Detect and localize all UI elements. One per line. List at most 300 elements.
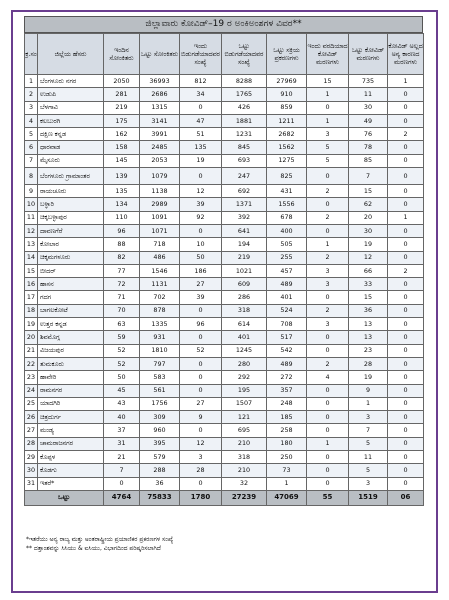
cell-non-covid-deaths: 0 — [388, 464, 424, 477]
cell-today-discharged: 51 — [180, 128, 222, 141]
cell-serial: 22 — [25, 357, 38, 370]
cell-non-covid-deaths: 0 — [388, 318, 424, 331]
cell-total-deaths: 13 — [349, 318, 388, 331]
cell-active-cases: 517 — [267, 331, 307, 344]
cell-today-discharged: 9 — [180, 411, 222, 424]
table-row — [25, 437, 424, 450]
cell-today-infected: 134 — [104, 198, 140, 211]
cell-total-infected: 797 — [140, 357, 180, 370]
cell-serial: 1 — [25, 75, 38, 88]
cell-non-covid-deaths: 0 — [388, 278, 424, 291]
cell-today-discharged: 0 — [180, 384, 222, 397]
cell-today-deaths: 0 — [307, 344, 349, 357]
table-row — [25, 357, 424, 370]
header-row — [25, 34, 424, 75]
table-row — [25, 154, 424, 167]
cell-total-deaths: 5 — [349, 464, 388, 477]
cell-serial: 28 — [25, 437, 38, 450]
cell-total-infected: 878 — [140, 304, 180, 317]
cell-today-infected: 145 — [104, 154, 140, 167]
cell-non-covid-deaths: 0 — [388, 114, 424, 127]
cell-today-infected: 281 — [104, 88, 140, 101]
cell-today-discharged: 3 — [180, 451, 222, 464]
cell-non-covid-deaths: 0 — [388, 154, 424, 167]
cell-total-infected: 1546 — [140, 264, 180, 277]
cell-today-discharged: 28 — [180, 464, 222, 477]
cell-today-deaths: 2 — [307, 251, 349, 264]
table-row — [25, 198, 424, 211]
cell-total-infected: 561 — [140, 384, 180, 397]
total-total-deaths: 1519 — [349, 490, 388, 505]
cell-non-covid-deaths: 0 — [388, 451, 424, 464]
table-row — [25, 371, 424, 384]
cell-active-cases: 1562 — [267, 141, 307, 154]
table-row — [25, 75, 424, 88]
cell-total-discharged: 641 — [222, 224, 267, 237]
cell-today-deaths: 0 — [307, 198, 349, 211]
total-label: ಒಟ್ಟು — [25, 490, 104, 505]
cell-active-cases: 1211 — [267, 114, 307, 127]
cell-total-deaths: 30 — [349, 224, 388, 237]
table-row — [25, 224, 424, 237]
cell-total-infected: 3991 — [140, 128, 180, 141]
cell-today-deaths: 0 — [307, 291, 349, 304]
cell-total-deaths: 28 — [349, 357, 388, 370]
cell-serial: 17 — [25, 291, 38, 304]
cell-active-cases: 542 — [267, 344, 307, 357]
cell-total-deaths: 13 — [349, 331, 388, 344]
cell-serial: 11 — [25, 211, 38, 224]
col-header-total-discharged: ಒಟ್ಟು ಬಿಡುಗಡೆಯಾದವರ ಸಂಖ್ಯೆ — [222, 34, 267, 75]
cell-today-infected: 72 — [104, 278, 140, 291]
cell-total-discharged: 121 — [222, 411, 267, 424]
cell-non-covid-deaths: 0 — [388, 198, 424, 211]
cell-district: ಮೈಸೂರು — [38, 154, 104, 167]
table-row — [25, 128, 424, 141]
covid-stats-table — [24, 33, 424, 506]
table-row — [25, 411, 424, 424]
cell-total-infected: 36 — [140, 477, 180, 490]
cell-active-cases: 431 — [267, 185, 307, 198]
cell-total-deaths: 5 — [349, 437, 388, 450]
cell-total-discharged: 318 — [222, 451, 267, 464]
cell-serial: 7 — [25, 154, 38, 167]
cell-district: ಇತರೆ* — [38, 477, 104, 490]
cell-active-cases: 272 — [267, 371, 307, 384]
cell-total-infected: 486 — [140, 251, 180, 264]
cell-today-infected: 21 — [104, 451, 140, 464]
cell-district: ಬೀದರ್ — [38, 264, 104, 277]
total-today-discharged: 1780 — [180, 490, 222, 505]
cell-today-deaths: 0 — [307, 411, 349, 424]
cell-total-infected: 2485 — [140, 141, 180, 154]
cell-serial: 9 — [25, 185, 38, 198]
cell-non-covid-deaths: 0 — [388, 251, 424, 264]
cell-active-cases: 357 — [267, 384, 307, 397]
cell-serial: 30 — [25, 464, 38, 477]
col-header-non-covid-deaths: ಕೋವಿಡ್ ಅಲ್ಲದ ಅನ್ಯ ಕಾರಣದ ಮರಣಗಳು — [388, 34, 424, 75]
cell-total-discharged: 692 — [222, 185, 267, 198]
cell-total-discharged: 1231 — [222, 128, 267, 141]
total-non-covid-deaths: 06 — [388, 490, 424, 505]
col-header-district: ಜಿಲ್ಲೆಯ ಹೆಸರು — [38, 34, 104, 75]
cell-total-discharged: 426 — [222, 101, 267, 114]
footnotes — [26, 535, 421, 553]
footnote-others: *ಇತರೆಯು ಅನ್ಯ ರಾಜ್ಯ ಮತ್ತು ಅಂತರಾಷ್ಟ್ರೀಯ ಪ್ರಯಾಣಿಕರ ಪ್ರಕರಣಗಳ ಸಂಖ್ಯೆ — [26, 536, 174, 543]
cell-active-cases: 524 — [267, 304, 307, 317]
cell-today-deaths: 5 — [307, 141, 349, 154]
cell-serial: 26 — [25, 411, 38, 424]
cell-serial: 20 — [25, 331, 38, 344]
cell-total-deaths: 19 — [349, 371, 388, 384]
cell-today-discharged: 0 — [180, 331, 222, 344]
cell-active-cases: 1 — [267, 477, 307, 490]
cell-total-discharged: 280 — [222, 357, 267, 370]
cell-non-covid-deaths: 0 — [388, 384, 424, 397]
cell-total-deaths: 33 — [349, 278, 388, 291]
cell-total-deaths: 36 — [349, 304, 388, 317]
cell-total-infected: 395 — [140, 437, 180, 450]
table-row — [25, 384, 424, 397]
cell-district: ಚಿತ್ರದುರ್ಗ — [38, 411, 104, 424]
cell-today-deaths: 0 — [307, 384, 349, 397]
cell-today-discharged: 0 — [180, 371, 222, 384]
table-row — [25, 344, 424, 357]
cell-today-infected: 37 — [104, 424, 140, 437]
cell-total-discharged: 693 — [222, 154, 267, 167]
cell-serial: 10 — [25, 198, 38, 211]
cell-non-covid-deaths: 0 — [388, 424, 424, 437]
cell-today-discharged: 0 — [180, 304, 222, 317]
cell-today-deaths: 15 — [307, 75, 349, 88]
cell-non-covid-deaths: 0 — [388, 397, 424, 410]
table-row — [25, 211, 424, 224]
cell-today-deaths: 4 — [307, 371, 349, 384]
cell-active-cases: 457 — [267, 264, 307, 277]
cell-today-discharged: 812 — [180, 75, 222, 88]
total-total-infected: 75833 — [140, 490, 180, 505]
table-row — [25, 238, 424, 251]
cell-non-covid-deaths: 1 — [388, 211, 424, 224]
col-header-serial: ಕ್ರ.ಸಂ — [25, 34, 38, 75]
cell-total-infected: 3141 — [140, 114, 180, 127]
cell-today-infected: 139 — [104, 168, 140, 185]
cell-today-deaths: 3 — [307, 128, 349, 141]
cell-today-deaths: 0 — [307, 224, 349, 237]
cell-non-covid-deaths: 0 — [388, 224, 424, 237]
cell-total-discharged: 247 — [222, 168, 267, 185]
cell-serial: 16 — [25, 278, 38, 291]
col-header-total-deaths: ಒಟ್ಟು ಕೋವಿಡ್ ಮರಣಗಳು — [349, 34, 388, 75]
cell-today-discharged: 0 — [180, 424, 222, 437]
cell-serial: 8 — [25, 168, 38, 185]
cell-today-discharged: 19 — [180, 154, 222, 167]
cell-district: ಚಿಕ್ಕಮಗಳೂರು — [38, 251, 104, 264]
cell-today-infected: 110 — [104, 211, 140, 224]
cell-serial: 3 — [25, 101, 38, 114]
cell-today-discharged: 39 — [180, 198, 222, 211]
col-header-active-cases: ಒಟ್ಟು ಸಕ್ರಿಯ ಪ್ರಕರಣಗಳು — [267, 34, 307, 75]
cell-total-discharged: 8288 — [222, 75, 267, 88]
cell-total-deaths: 62 — [349, 198, 388, 211]
cell-serial: 5 — [25, 128, 38, 141]
cell-total-infected: 1810 — [140, 344, 180, 357]
cell-district: ಧಾರವಾಡ — [38, 141, 104, 154]
cell-non-covid-deaths: 0 — [388, 304, 424, 317]
cell-district: ಬಳ್ಳಾರಿ — [38, 198, 104, 211]
cell-district: ರಾಮನಗರ — [38, 384, 104, 397]
table-row — [25, 477, 424, 490]
cell-district: ಕೊಪ್ಪಳ — [38, 451, 104, 464]
cell-serial: 19 — [25, 318, 38, 331]
cell-total-infected: 1071 — [140, 224, 180, 237]
table-row — [25, 331, 424, 344]
cell-today-discharged: 135 — [180, 141, 222, 154]
col-header-total-infected: ಒಟ್ಟು ಸೋಂಕಿತರು — [140, 34, 180, 75]
cell-total-infected: 1138 — [140, 185, 180, 198]
cell-total-deaths: 11 — [349, 451, 388, 464]
cell-today-discharged: 47 — [180, 114, 222, 127]
cell-today-deaths: 2 — [307, 357, 349, 370]
total-today-infected: 4764 — [104, 490, 140, 505]
cell-today-infected: 7 — [104, 464, 140, 477]
cell-district: ಬೆಂಗಳೂರು ಗ್ರಾಮಾಂತರ — [38, 168, 104, 185]
cell-total-infected: 309 — [140, 411, 180, 424]
cell-serial: 29 — [25, 451, 38, 464]
cell-serial: 31 — [25, 477, 38, 490]
cell-today-infected: 219 — [104, 101, 140, 114]
cell-total-discharged: 219 — [222, 251, 267, 264]
cell-today-deaths: 3 — [307, 318, 349, 331]
cell-serial: 24 — [25, 384, 38, 397]
cell-total-deaths: 19 — [349, 238, 388, 251]
cell-total-discharged: 194 — [222, 238, 267, 251]
cell-active-cases: 400 — [267, 224, 307, 237]
cell-today-infected: 2050 — [104, 75, 140, 88]
cell-today-infected: 40 — [104, 411, 140, 424]
cell-today-discharged: 92 — [180, 211, 222, 224]
cell-district: ವಿಜಯಪುರ — [38, 344, 104, 357]
cell-total-infected: 1756 — [140, 397, 180, 410]
cell-non-covid-deaths: 0 — [388, 344, 424, 357]
cell-today-deaths: 0 — [307, 464, 349, 477]
cell-active-cases: 708 — [267, 318, 307, 331]
cell-serial: 25 — [25, 397, 38, 410]
cell-district: ದಕ್ಷಿಣ ಕನ್ನಡ — [38, 128, 104, 141]
total-today-deaths: 55 — [307, 490, 349, 505]
table-row — [25, 168, 424, 185]
cell-serial: 21 — [25, 344, 38, 357]
col-header-today-deaths: ಇಂದು ವರದಿಯಾದ ಕೋವಿಡ್ ಮರಣಗಳು — [307, 34, 349, 75]
cell-total-discharged: 695 — [222, 424, 267, 437]
cell-today-deaths: 0 — [307, 168, 349, 185]
cell-non-covid-deaths: 0 — [388, 331, 424, 344]
cell-district: ಉತ್ತರ ಕನ್ನಡ — [38, 318, 104, 331]
cell-total-deaths: 85 — [349, 154, 388, 167]
cell-today-deaths: 3 — [307, 264, 349, 277]
table-row — [25, 464, 424, 477]
cell-today-deaths: 2 — [307, 185, 349, 198]
cell-non-covid-deaths: 0 — [388, 168, 424, 185]
cell-total-deaths: 15 — [349, 185, 388, 198]
cell-total-infected: 931 — [140, 331, 180, 344]
cell-active-cases: 401 — [267, 291, 307, 304]
table-row — [25, 278, 424, 291]
cell-total-infected: 1131 — [140, 278, 180, 291]
cell-total-deaths: 49 — [349, 114, 388, 127]
cell-total-deaths: 20 — [349, 211, 388, 224]
cell-today-infected: 52 — [104, 357, 140, 370]
cell-today-deaths: 1 — [307, 114, 349, 127]
cell-today-infected: 59 — [104, 331, 140, 344]
cell-today-infected: 88 — [104, 238, 140, 251]
cell-active-cases: 859 — [267, 101, 307, 114]
cell-today-deaths: 2 — [307, 304, 349, 317]
table-row — [25, 451, 424, 464]
cell-total-deaths: 15 — [349, 291, 388, 304]
cell-district: ರಾಯಚೂರು — [38, 185, 104, 198]
cell-district: ಕೊಡಗು — [38, 464, 104, 477]
cell-today-discharged: 50 — [180, 251, 222, 264]
cell-active-cases: 1556 — [267, 198, 307, 211]
cell-total-infected: 2989 — [140, 198, 180, 211]
table-row — [25, 185, 424, 198]
cell-total-discharged: 195 — [222, 384, 267, 397]
cell-district: ಗದಗ — [38, 291, 104, 304]
cell-total-infected: 1335 — [140, 318, 180, 331]
cell-total-deaths: 7 — [349, 424, 388, 437]
cell-district: ಬೆಳಗಾವಿ — [38, 101, 104, 114]
cell-today-deaths: 0 — [307, 397, 349, 410]
cell-today-discharged: 12 — [180, 185, 222, 198]
table-row — [25, 304, 424, 317]
cell-district: ಬಾಗಲಕೋಟೆ — [38, 304, 104, 317]
cell-active-cases: 73 — [267, 464, 307, 477]
total-row — [25, 490, 424, 505]
cell-district: ಬೆಂಗಳೂರು ನಗರ — [38, 75, 104, 88]
cell-non-covid-deaths: 0 — [388, 371, 424, 384]
cell-total-infected: 1079 — [140, 168, 180, 185]
cell-today-deaths: 2 — [307, 211, 349, 224]
cell-total-deaths: 76 — [349, 128, 388, 141]
cell-total-deaths: 23 — [349, 344, 388, 357]
cell-total-discharged: 1245 — [222, 344, 267, 357]
cell-total-infected: 2686 — [140, 88, 180, 101]
cell-total-discharged: 1371 — [222, 198, 267, 211]
table-row — [25, 291, 424, 304]
cell-today-infected: 43 — [104, 397, 140, 410]
cell-active-cases: 2682 — [267, 128, 307, 141]
cell-total-deaths: 11 — [349, 88, 388, 101]
cell-serial: 27 — [25, 424, 38, 437]
cell-active-cases: 255 — [267, 251, 307, 264]
cell-today-infected: 135 — [104, 185, 140, 198]
cell-non-covid-deaths: 2 — [388, 264, 424, 277]
cell-serial: 15 — [25, 264, 38, 277]
cell-today-infected: 158 — [104, 141, 140, 154]
cell-today-infected: 96 — [104, 224, 140, 237]
cell-today-deaths: 0 — [307, 477, 349, 490]
cell-district: ಯಾದಗಿರಿ — [38, 397, 104, 410]
cell-total-discharged: 614 — [222, 318, 267, 331]
cell-total-discharged: 401 — [222, 331, 267, 344]
table-title: ಜಿಲ್ಲಾವಾರು ಕೋವಿಡ್–19 ರ ಅಂಕಿಅಂಶಗಳ ವಿವರ** — [24, 16, 423, 33]
cell-today-discharged: 0 — [180, 477, 222, 490]
cell-non-covid-deaths: 0 — [388, 238, 424, 251]
cell-total-deaths: 30 — [349, 101, 388, 114]
cell-today-infected: 162 — [104, 128, 140, 141]
cell-total-infected: 583 — [140, 371, 180, 384]
cell-today-deaths: 0 — [307, 424, 349, 437]
cell-today-infected: 63 — [104, 318, 140, 331]
col-header-today-infected: ಇಂದಿನ ಸೋಂಕಿತರು — [104, 34, 140, 75]
cell-total-discharged: 286 — [222, 291, 267, 304]
cell-today-discharged: 12 — [180, 437, 222, 450]
cell-today-infected: 31 — [104, 437, 140, 450]
cell-total-discharged: 1507 — [222, 397, 267, 410]
cell-total-discharged: 1021 — [222, 264, 267, 277]
cell-serial: 14 — [25, 251, 38, 264]
cell-today-discharged: 10 — [180, 238, 222, 251]
cell-today-discharged: 39 — [180, 291, 222, 304]
cell-district: ಕಲಬುರಗಿ — [38, 114, 104, 127]
cell-total-discharged: 210 — [222, 437, 267, 450]
cell-district: ಮಂಡ್ಯ — [38, 424, 104, 437]
cell-total-deaths: 3 — [349, 411, 388, 424]
cell-total-infected: 702 — [140, 291, 180, 304]
cell-district: ಶಿವಮೊಗ್ಗ — [38, 331, 104, 344]
cell-total-infected: 579 — [140, 451, 180, 464]
cell-non-covid-deaths: 0 — [388, 141, 424, 154]
cell-total-discharged: 845 — [222, 141, 267, 154]
cell-total-discharged: 210 — [222, 464, 267, 477]
cell-total-deaths: 12 — [349, 251, 388, 264]
cell-district: ತುಮಕೂರು — [38, 357, 104, 370]
cell-today-infected: 71 — [104, 291, 140, 304]
cell-active-cases: 489 — [267, 278, 307, 291]
cell-district: ಉಡುಪಿ — [38, 88, 104, 101]
cell-serial: 2 — [25, 88, 38, 101]
cell-today-infected: 0 — [104, 477, 140, 490]
cell-active-cases: 678 — [267, 211, 307, 224]
cell-today-deaths: 5 — [307, 154, 349, 167]
cell-today-discharged: 0 — [180, 101, 222, 114]
cell-total-discharged: 1765 — [222, 88, 267, 101]
cell-active-cases: 27969 — [267, 75, 307, 88]
cell-total-deaths: 3 — [349, 477, 388, 490]
cell-today-discharged: 0 — [180, 357, 222, 370]
total-total-discharged: 27239 — [222, 490, 267, 505]
cell-total-deaths: 7 — [349, 168, 388, 185]
cell-non-covid-deaths: 0 — [388, 88, 424, 101]
cell-total-infected: 1091 — [140, 211, 180, 224]
total-active-cases: 47069 — [267, 490, 307, 505]
cell-today-discharged: 27 — [180, 397, 222, 410]
table-row — [25, 101, 424, 114]
cell-district: ಕೋಲಾರ — [38, 238, 104, 251]
cell-today-discharged: 0 — [180, 224, 222, 237]
cell-district: ದಾವಣಗೆರೆ — [38, 224, 104, 237]
cell-active-cases: 825 — [267, 168, 307, 185]
cell-serial: 6 — [25, 141, 38, 154]
cell-today-discharged: 96 — [180, 318, 222, 331]
cell-total-discharged: 292 — [222, 371, 267, 384]
cell-active-cases: 505 — [267, 238, 307, 251]
cell-non-covid-deaths: 1 — [388, 75, 424, 88]
cell-today-discharged: 34 — [180, 88, 222, 101]
cell-total-infected: 288 — [140, 464, 180, 477]
cell-today-deaths: 0 — [307, 101, 349, 114]
